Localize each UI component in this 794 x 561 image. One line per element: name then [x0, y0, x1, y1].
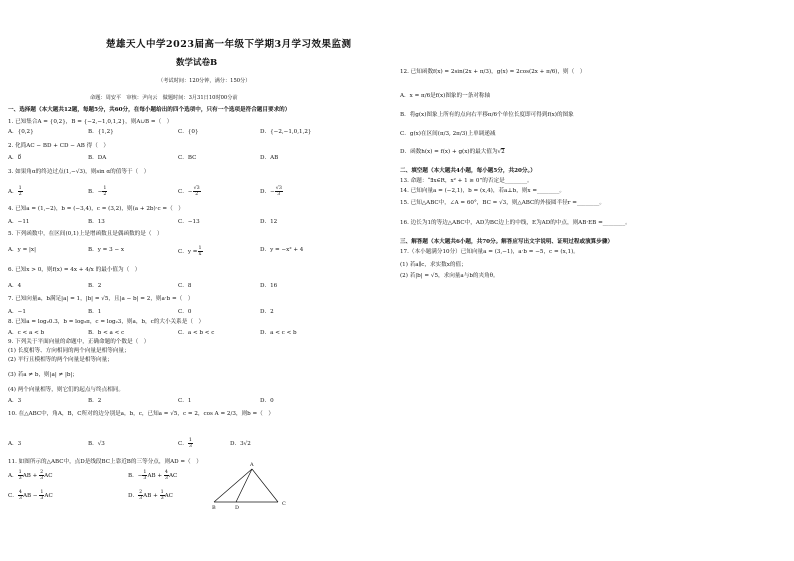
q5-option-c: C．y = $\frac{1}{x}$ — [178, 246, 202, 258]
q3-option-a: A． $\frac{1}{2}$ — [8, 186, 22, 198]
q5-option-a: A．y = |x| — [8, 247, 36, 253]
segment-ad — [236, 469, 252, 502]
figure-label-a: A — [250, 462, 254, 468]
q6-option-c: C．8 — [178, 283, 192, 289]
figure-label-d: D — [235, 505, 240, 511]
q4-option-a: A．−11 — [8, 219, 30, 225]
q10-option-d: D．3√2 — [230, 441, 251, 447]
q17-part-2: (2) 若|b| = √5，求向量a与b的夹角θ。 — [400, 273, 499, 279]
q9-option-b: B．2 — [88, 398, 102, 404]
q3-option-d: D．− $\frac{√3}{3}$ — [260, 186, 282, 198]
q9-stem: 9. 下列关于平面向量的命题中，正确命题的个数是（ ） — [8, 339, 150, 345]
q8-option-d: D．a < c < b — [260, 330, 297, 336]
q4-stem: 4. 已知a = (1,−2)，b = (−3,4)，c = (3,2)，则(a + 2b)·c =（ ） — [8, 206, 184, 212]
q9-option-a: A．3 — [8, 398, 22, 404]
q12-option-d: D．函数h(x) = f(x) + g(x)的最大值为√2 — [400, 149, 505, 155]
part1-heading: 一、选择题（本大题共12题，每题5分，共60分，在每小题给出的四个选项中，只有一个选项是符合题目要求的） — [8, 107, 291, 113]
q14: 14. 已知向量a = (−2,1)，b = (x,4)，若a⊥b，则x =________。 — [400, 188, 565, 194]
q7-option-b: B．1 — [88, 309, 102, 315]
q10-option-c: C． $\frac{1}{3}$ — [178, 438, 192, 450]
q12-option-b: B．将g(x)图象上所有的点向右平移π/6个单位长度即可得到f(x)的图象 — [400, 112, 574, 118]
q9-item-1: (1) 长度相等、方向相同的两个向量是相等向量； — [8, 348, 130, 354]
q3-option-c: C．− $\frac{√3}{2}$ — [178, 186, 200, 198]
q1-stem: 1. 已知集合A = {0,2}，B = {−2,−1,0,1,2}，则A∪B =（ ） — [8, 119, 173, 125]
q11-option-c: C． $\frac{4}{3}$ AB − $\frac{1}{3}$ AC — [8, 490, 53, 502]
q5-stem: 5. 下列函数中，在区间(0,1)上是增函数且是偶函数的是（ ） — [8, 231, 163, 237]
q13: 13. 命题：“∃x∈R，x² + 1 ≥ 0”的否定是________。 — [400, 178, 533, 184]
q2-option-c: C．BC — [178, 155, 197, 161]
q1-option-c: C．{0} — [178, 129, 199, 135]
q9-item-3: (3) 若a ≠ b，则|a| ≠ |b|； — [8, 372, 78, 378]
figure-label-b: B — [212, 505, 216, 511]
q9-item-2: (2) 平行且模相等的两个向量是相等向量； — [8, 357, 113, 363]
q7-option-a: A．−1 — [8, 309, 26, 315]
q9-option-d: D．0 — [260, 398, 274, 404]
part3-heading: 三、解答题（本大题共6小题，共70分。解答应写出文字说明、证明过程或演算步骤） — [400, 239, 614, 245]
q11-option-b: B．− $\frac{1}{3}$ AB + $\frac{4}{3}$ AC — [128, 470, 178, 482]
exam-info: （考试时间：120分钟，满分：150分） — [158, 78, 251, 84]
part2-heading: 二、填空题（本大题共4小题，每小题5分，共20分。） — [400, 168, 536, 174]
q12-option-a: A．x = π/6是f(x)图象的一条对称轴 — [400, 93, 491, 99]
q8-option-c: C．a < b < c — [178, 330, 215, 336]
q7-option-d: D．2 — [260, 309, 274, 315]
q9-option-c: C．1 — [178, 398, 192, 404]
q4-option-c: C．−13 — [178, 219, 200, 225]
figure-label-c: C — [282, 501, 286, 507]
q2-option-d: D．AB — [260, 155, 279, 161]
q9-item-4: (4) 两个向量相等，则它们的起点与终点相同。 — [8, 387, 124, 393]
q16: 16. 边长为1的等边△ABC中，AD为BC边上的中线，E为AD的中点，则AB·EB =________。 — [400, 220, 631, 226]
q4-option-d: D．12 — [260, 219, 278, 225]
q10-stem: 10. 在△ABC中，角A，B，C所对的边分别是a，b，c，已知a = √5，c = 2，cos A = 2/3，则b =（ ） — [8, 411, 274, 417]
exam-staff: 命题：周安平 审核：尹向云 做题时间：3月31日10时00分前 — [90, 95, 238, 101]
q8-stem: 8. 已知a = log₂0.3，b = log₃π，c = log₂3，则a，b，c的大小关系是（ ） — [8, 319, 205, 325]
q1-option-a: A．{0,2} — [8, 129, 34, 135]
q1-option-d: D．{−2,−1,0,1,2} — [260, 129, 312, 135]
triangle-side-ab — [214, 469, 252, 502]
q3-stem: 3. 如果角α的终边过点(1,−√3)，则sin α的值等于（ ） — [8, 169, 150, 175]
q15: 15. 已知△ABC中，∠A = 60°，BC = √3，则△ABC的外接圆半径r =________。 — [400, 200, 605, 206]
q6-stem: 6. 已知x > 0，则f(x) = 4x + 4/x 的最小值为（ ） — [8, 267, 141, 273]
q5-option-b: B．y = 3 − x — [88, 247, 125, 253]
q3-option-b: B．− $\frac{1}{2}$ — [88, 186, 107, 198]
q8-option-a: A．c < a < b — [8, 330, 45, 336]
q6-option-d: D．16 — [260, 283, 278, 289]
q2-option-b: B．DA — [88, 155, 107, 161]
q6-option-b: B．2 — [88, 283, 102, 289]
q11-option-a: A． $\frac{1}{3}$ AB + $\frac{2}{3}$ AC — [8, 470, 53, 482]
exam-subtitle: 数学试卷B — [176, 58, 218, 68]
q11-option-d: D． $\frac{2}{3}$ AB + $\frac{1}{3}$ AC — [128, 490, 173, 502]
triangle-side-ac — [252, 469, 278, 502]
q2-stem: 2. 化简AC − BD + CD − AB 得（ ） — [8, 143, 110, 149]
q6-option-a: A．4 — [8, 283, 22, 289]
q2-option-a: A．0⃗ — [8, 155, 22, 161]
q8-option-b: B．b < a < c — [88, 330, 125, 336]
q7-option-c: C．0 — [178, 309, 192, 315]
q10-option-a: A．3 — [8, 441, 22, 447]
q10-option-b: B．√3 — [88, 441, 105, 447]
q1-option-b: B．{1,2} — [88, 129, 114, 135]
q11-stem: 11. 如图所示的△ABC中，点D是线段BC上靠近B的三等分点，则AD =（ ） — [8, 459, 202, 465]
q5-option-d: D．y = −x² + 4 — [260, 247, 304, 253]
q12-option-c: C．g(x)在区间(π/3, 2π/3)上单调递减 — [400, 131, 496, 137]
exam-title: 楚雄天人中学2023届高一年级下学期3月学习效果监测 — [106, 39, 352, 50]
q12-stem: 12. 已知函数f(x) = 2sin(2x + π/3)，g(x) = 2cos(2x + π/6)，则（ ） — [400, 69, 586, 75]
q17-part-1: (1) 若a∥c，求实数x的值； — [400, 262, 467, 268]
q17-stem: 17.（本小题满分10分）已知向量a = (3,−1)，a·b = −5，c = (x,1)。 — [400, 249, 579, 255]
q4-option-b: B．13 — [88, 219, 105, 225]
q7-stem: 7. 已知向量a，b满足|a| = 1，|b| = √5，且|a − b| = 2，则a·b =（ ） — [8, 296, 194, 302]
